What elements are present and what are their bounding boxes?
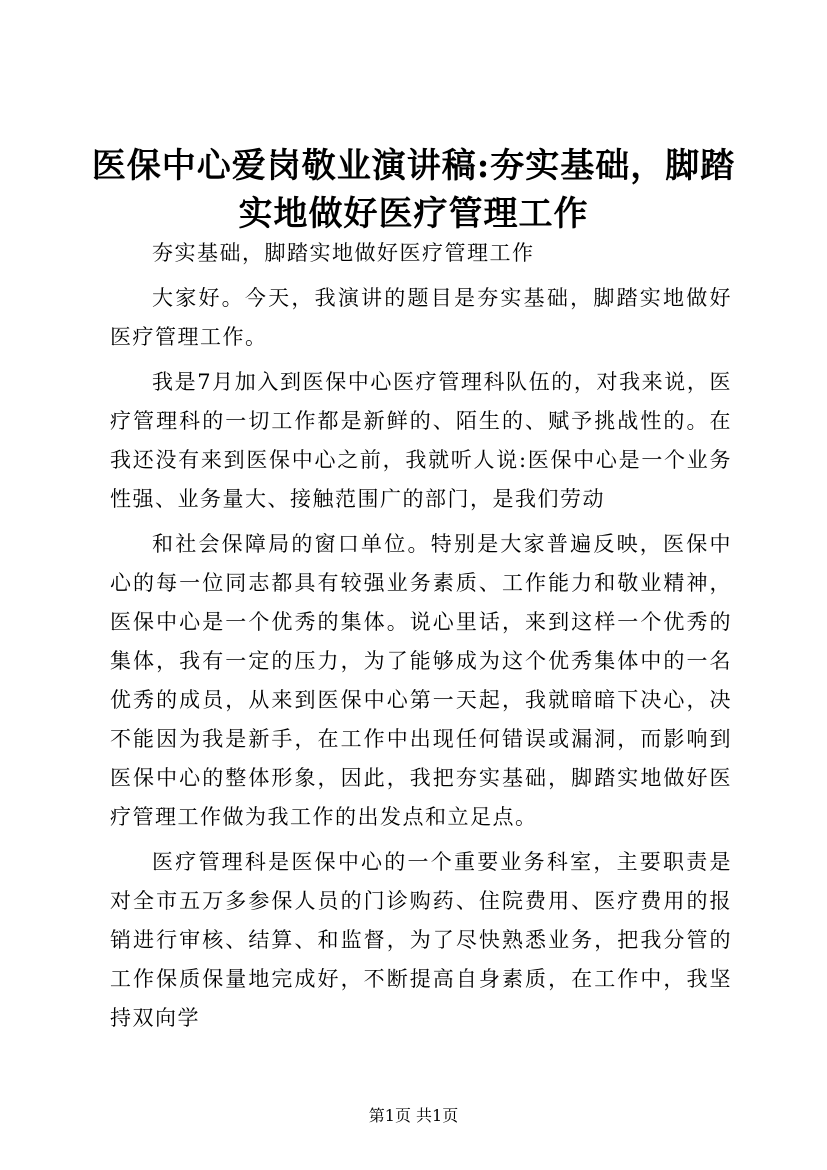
paragraph-duties: 医疗管理科是医保中心的一个重要业务科室，主要职责是对全市五万多参保人员的门诊购药、住院费用、医疗费用的报销进行审核、结算、和监督，为了尽快熟悉业务，把我分管的工作保质保量地完成好，不断提高自身素质，在工作中，我坚持双向学 — [110, 850, 732, 1030]
paragraph-subtitle: 夯实基础，脚踏实地做好医疗管理工作 — [152, 241, 535, 265]
page-title: 医保中心爱岗敬业演讲稿:夯实基础，脚踏实地做好医疗管理工作 — [91, 146, 736, 234]
page-number-footer: 第1页 共1页 — [368, 1106, 459, 1125]
paragraph-pressure: 和社会保障局的窗口单位。特别是大家普遍反映，医保中心的每一位同志都具有较强业务素质、工作能力和敬业精神，医保中心是一个优秀的集体。说心里话，来到这样一个优秀的集体，我有一定的压力，为了能够成为这个优秀集体中的一名优秀的成员，从来到医保中心第一天起，我就暗暗下决心，决不能因为我是新手，在工作中出现任何错误或漏洞，而影响到医保中心的整体形象，因此，我把夯实基础，脚踏实地做好医疗管理工作做为我工作的出发点和立足点。 — [110, 532, 732, 829]
paragraph-intro: 我是7月加入到医保中心医疗管理科队伍的，对我来说，医疗管理科的一切工作都是新鲜的、陌生的、赋予挑战性的。在我还没有来到医保中心之前，我就听人说:医保中心是一个业务性强、业务量大、接触范围广的部门，是我们劳动 — [110, 370, 732, 511]
paragraph-greeting: 大家好。今天，我演讲的题目是夯实基础，脚踏实地做好医疗管理工作。 — [110, 286, 732, 349]
document-body — [110, 234, 732, 1038]
